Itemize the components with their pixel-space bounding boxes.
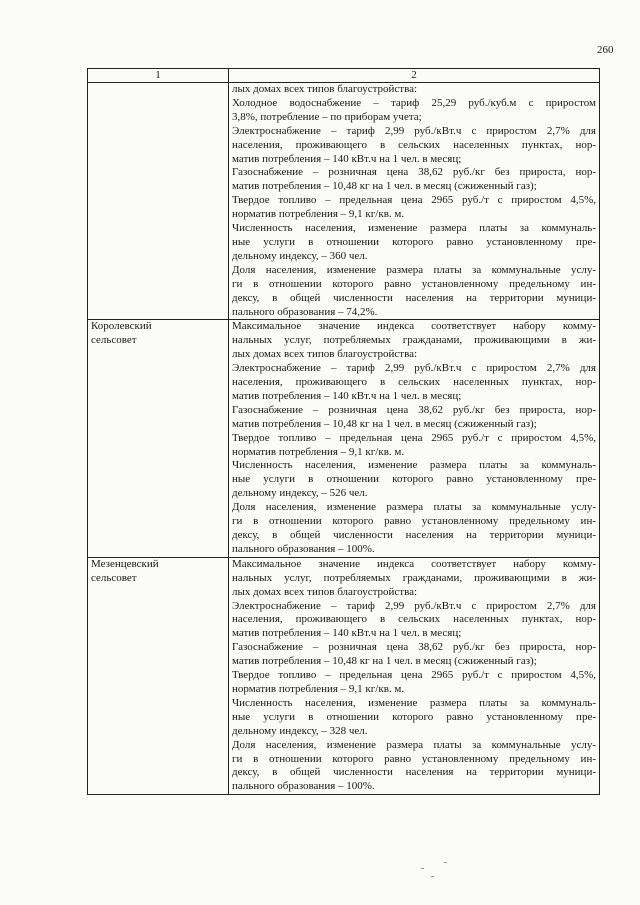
description-line: Электроснабжение – тариф 2,99 руб./кВт.ч с приростом 2,7% для: [232, 362, 596, 375]
description-line: дельному индексу, – 328 чел.: [232, 724, 368, 737]
municipality-name-line: Королевский: [91, 320, 152, 333]
scan-speck: [444, 862, 447, 863]
municipality-cell: [88, 320, 229, 557]
description-line: Газоснабжение – розничная цена 38,62 руб./кг без прироста, нор-: [232, 641, 596, 654]
description-line: матив потребления – 10,48 кг на 1 чел. в месяц (сжиженный газ);: [232, 655, 537, 668]
municipality-name-line: Мезенцевский: [91, 557, 159, 570]
description-line: ги в отношении которого равно установленному предельному ин-: [232, 277, 596, 290]
description-line: нальных услуг, потребляемых гражданами, проживающими в жи-: [232, 571, 596, 584]
description-line: дельному индексу, – 360 чел.: [232, 249, 368, 262]
description-line: норматив потребления – 9,1 кг/кв. м.: [232, 208, 405, 221]
table-header-row: [88, 69, 600, 83]
description-line: ные услуги в отношении которого равно установленному пре-: [232, 235, 596, 248]
description-line: Твердое топливо – предельная цена 2965 руб./т с приростом 4,5%,: [232, 431, 596, 444]
description-cell: [229, 83, 600, 320]
description-line: Газоснабжение – розничная цена 38,62 руб./кг без прироста, нор-: [232, 166, 596, 179]
page-number: 260: [597, 44, 614, 56]
table-row: [88, 557, 600, 794]
description-line: дельному индексу, – 526 чел.: [232, 487, 368, 500]
description-line: 3,8%, потребление – по приборам учета;: [232, 110, 422, 123]
municipality-name-line: сельсовет: [91, 571, 137, 584]
header-col-1: 1: [88, 69, 229, 83]
description-line: дексу, в общей численности населения на территории муници-: [232, 291, 596, 304]
description-line: матив потребления – 140 кВт.ч на 1 чел. в месяц;: [232, 152, 462, 165]
description-line: ные услуги в отношении которого равно установленному пре-: [232, 710, 596, 723]
description-line: лых домах всех типов благоустройства:: [232, 83, 418, 95]
description-line: ги в отношении которого равно установленному предельному ин-: [232, 515, 596, 528]
table-row: [88, 320, 600, 557]
description-line: дексу, в общей численности населения на территории муници-: [232, 766, 596, 779]
description-line: нальных услуг, потребляемых гражданами, проживающими в жи-: [232, 334, 596, 347]
description-line: Доля населения, изменение размера платы за коммунальные услу-: [232, 738, 596, 751]
description-line: населения, проживающего в сельских населенных пунктах, нор-: [232, 376, 596, 389]
description-line: Твердое топливо – предельная цена 2965 руб./т с приростом 4,5%,: [232, 194, 596, 207]
description-line: Максимальное значение индекса соответствует набору комму-: [232, 320, 596, 333]
description-cell: [229, 557, 600, 794]
description-cell: [229, 320, 600, 557]
description-line: дексу, в общей численности населения на территории муници-: [232, 529, 596, 541]
municipality-cell: [88, 557, 229, 794]
description-line: Твердое топливо – предельная цена 2965 руб./т с приростом 4,5%,: [232, 669, 596, 682]
description-line: норматив потребления – 9,1 кг/кв. м.: [232, 445, 405, 458]
document-table: [87, 68, 600, 795]
description-line: Холодное водоснабжение – тариф 25,29 руб./куб.м с приростом: [232, 96, 596, 109]
municipality-name-line: сельсовет: [91, 334, 137, 347]
description-line: населения, проживающего в сельских населенных пунктах, нор-: [232, 613, 596, 626]
description-line: пального образования – 100%.: [232, 780, 375, 793]
table-body: [88, 69, 600, 795]
description-line: Электроснабжение – тариф 2,99 руб./кВт.ч с приростом 2,7% для: [232, 124, 596, 137]
municipality-cell: [88, 83, 229, 320]
description-line: пального образования – 74,2%.: [232, 305, 378, 318]
description-line: матив потребления – 10,48 кг на 1 чел. в месяц (сжиженный газ);: [232, 417, 537, 430]
description-line: лых домах всех типов благоустройства:: [232, 348, 418, 361]
description-line: ные услуги в отношении которого равно установленному пре-: [232, 473, 596, 486]
description-line: ги в отношении которого равно установленному предельному ин-: [232, 752, 596, 765]
description-line: Максимальное значение индекса соответствует набору комму-: [232, 557, 596, 570]
description-line: пального образования – 100%.: [232, 542, 375, 555]
header-col-2: 2: [229, 69, 600, 83]
description-line: матив потребления – 140 кВт.ч на 1 чел. в месяц;: [232, 627, 462, 640]
description-line: норматив потребления – 9,1 кг/кв. м.: [232, 682, 405, 695]
table-row: [88, 83, 600, 320]
description-line: матив потребления – 10,48 кг на 1 чел. в месяц (сжиженный газ);: [232, 180, 537, 193]
description-line: Численность населения, изменение размера платы за коммуналь-: [232, 696, 596, 709]
description-line: Численность населения, изменение размера платы за коммуналь-: [232, 222, 596, 235]
description-line: Газоснабжение – розничная цена 38,62 руб./кг без прироста, нор-: [232, 403, 596, 416]
scan-speck: [431, 876, 434, 877]
description-line: Доля населения, изменение размера платы за коммунальные услу-: [232, 501, 596, 514]
scan-speck: [421, 868, 424, 869]
description-line: Численность населения, изменение размера платы за коммуналь-: [232, 459, 596, 472]
description-line: матив потребления – 140 кВт.ч на 1 чел. в месяц;: [232, 389, 462, 402]
description-line: лых домах всех типов благоустройства:: [232, 585, 418, 598]
description-line: Доля населения, изменение размера платы за коммунальные услу-: [232, 263, 596, 276]
description-line: населения, проживающего в сельских населенных пунктах, нор-: [232, 138, 596, 151]
description-line: Электроснабжение – тариф 2,99 руб./кВт.ч с приростом 2,7% для: [232, 599, 596, 612]
